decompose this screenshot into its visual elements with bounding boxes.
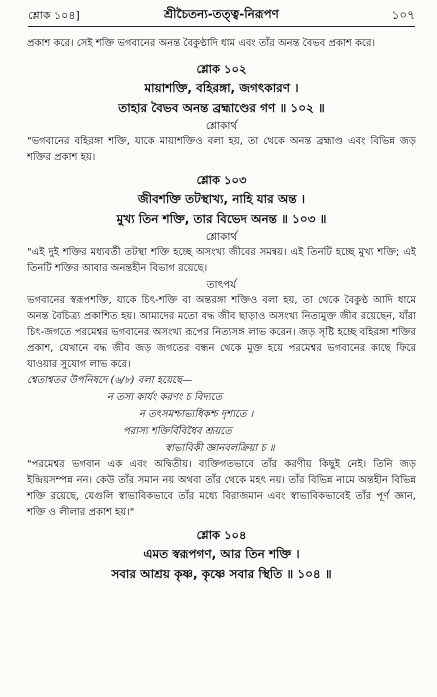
quote-line-2: ন তৎসমশ্চাভ্যধিকশ্চ দৃশ্যতে ।	[139, 409, 254, 420]
sloka-104-line-1: এমত স্বরূপগণ, আর তিন শক্তি ।	[143, 547, 300, 561]
page-body	[27, 36, 416, 584]
page-number: ১০৭	[391, 8, 415, 22]
sloka-104-line-2: সবার আশ্রয় কৃষ্ণ, কৃষ্ণে সবার স্থিতি ॥ ১০৪ ॥	[111, 567, 332, 581]
sloka-104-heading: শ্লোক ১০৪	[196, 528, 247, 542]
purport-heading: তাৎপর্য	[206, 279, 237, 291]
sloka-103-translation: "এই দুই শক্তির মধ্যবর্তী তটস্থা শক্তি হচ্ছে অসংখ্য জীবের সমন্বয়। এই তিনটি হচ্ছে মুখ্য শক্তি; এই তিনটি শক্তির আবার অনন্তহীন বিভাগ রয়েছে।	[27, 247, 416, 274]
quote-line-4: স্বাভাবিকী জ্ঞানবলক্রিয়া চ ॥	[165, 443, 275, 454]
quote-translation: "পরমেশ্বর ভগবান এক এবং অদ্বিতীয়। ব্যক্তিগতভাবে তাঁর করণীয় কিছুই নেই। তিনি জড় ইন্দ্রিয়সম্পন্ন নন। কেউ তাঁর সমান নয় অথবা তাঁর থেকে মহৎ নয়। তাঁর বিভিন্ন নামে অন্তহীন বিভিন্ন শক্তি রয়েছে, যেগুলি স্বাভাবিকভাবে তাঁর মধ্যে বিরাজমান এবং স্বাভাবিকভাবেই তাঁর পূর্ণ জ্ঞান, শক্তি ও লীলার প্রকাশ হয়।"	[27, 459, 416, 518]
purport-paragraph: ভগবানের স্বরূপশক্তি, যাকে চিৎ-শক্তি বা অন্তরঙ্গা শক্তিও বলা হয়, তা থেকে বৈকুণ্ঠ আদি ধামে অনন্ত বৈচিত্র্য প্রকাশিত হয়। আমাদের মতো বদ্ধ জীব ছাড়াও অসংখ্য নিত্যমুক্ত জীব রয়েছেন, যাঁরা চিৎ-জগতে পরমেশ্বর ভগবানের অসংখ্য রূপের নিত্যসঙ্গ লাভ করেন। জড় সৃষ্টি হচ্ছে বহিরঙ্গা শক্তির প্রকাশ, যেখানে বদ্ধ জীব জড় জগতের বন্ধন থেকে মুক্ত হয়ে পরমেশ্বর ভগবানের কাছে ফিরে যাওয়ার সুযোগ লাভ করে।	[27, 295, 416, 370]
sloka-103-translation-heading: শ্লোকার্থ	[205, 231, 238, 243]
sloka-102-translation-heading: শ্লোকার্থ	[205, 120, 238, 132]
sloka-102-line-1: মায়াশক্তি, বহিরঙ্গা, জগৎকারণ ।	[144, 81, 299, 95]
quote-line-3: পরাস্য শক্তির্বিবিধৈব শ্রূয়তে	[123, 426, 232, 437]
sloka-103-line-2: মুখ্য তিন শক্তি, তার বিভেদ অনন্ত ॥ ১০৩ ॥	[116, 212, 327, 226]
sloka-102-line-2: তাহার বৈভব অনন্ত ব্রহ্মাণ্ডের গণ ॥ ১০২ ॥	[118, 101, 325, 115]
upanishad-citation: শ্বেতাশ্বতর উপনিষদে (৬/৮) বলা হয়েছে—	[27, 375, 193, 386]
sloka-103-heading: শ্লোক ১০৩	[196, 173, 247, 187]
running-head-title: শ্রীচৈতন্য-তত্ত্ব-নিরূপণ	[164, 7, 279, 21]
quote-line-1: ন তস্য কার্যং করণং চ বিদ্যতে	[107, 392, 223, 403]
page-header	[28, 4, 415, 28]
intro-paragraph: প্রকাশ করে। সেই শক্তি ভগবানের অনন্ত বৈকুণ্ঠাদি ধাম এবং তাঁর অনন্ত বৈভব প্রকাশ করে।	[27, 38, 376, 49]
upanishad-quote	[27, 389, 416, 457]
header-rule	[28, 26, 415, 27]
sloka-103-line-1: জীবশক্তি তটস্থাখ্য, নাহি যার অন্ত ।	[137, 192, 306, 206]
running-head-left: শ্লোক ১০৪]	[28, 9, 80, 22]
sloka-102-heading: শ্লোক ১০২	[196, 62, 247, 76]
sloka-102-translation: "ভগবানের বহিরঙ্গা শক্তি, যাকে মায়াশক্তিও বলা হয়, তা থেকে অনন্ত ব্রহ্মাণ্ড এবং বিভিন্ন জড় শক্তির প্রকাশ হয়।	[27, 136, 416, 163]
